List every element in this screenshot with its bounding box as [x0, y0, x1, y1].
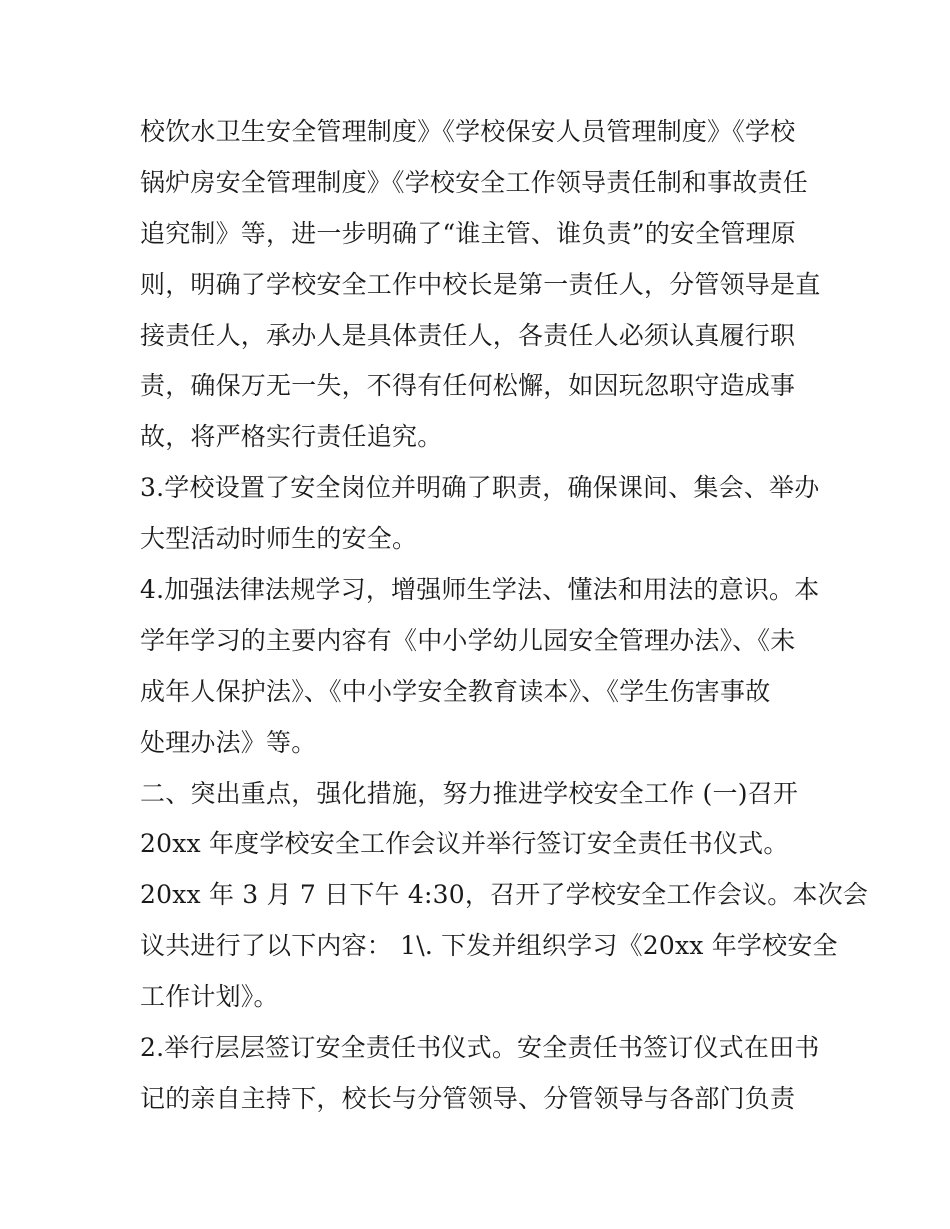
text-line: 则，明确了学校安全工作中校长是第一责任人，分管领导是直 — [140, 269, 821, 299]
text-line: 成年人保护法》、《中小学安全教育读本》、《学生伤害事故 — [140, 676, 771, 706]
document-body — [140, 107, 869, 1125]
text-line: 议共进行了以下内容： 1\. 下发并组织学习《20xx 年学校安全 — [140, 931, 838, 961]
text-line: 2.举行层层签订安全责任书仪式。安全责任书签订仪式在田书 — [140, 1033, 820, 1063]
text-line: 锅炉房安全管理制度》《学校安全工作领导责任制和事故责任 — [140, 167, 808, 197]
text-line: 3.学校设置了安全岗位并明确了职责，确保课间、集会、举办 — [140, 473, 820, 503]
text-line: 4.加强法律法规学习，增强师生学法、懂法和用法的意识。本 — [140, 575, 820, 605]
text-line: 20xx 年度学校安全工作会议并举行签订安全责任书仪式。 — [140, 829, 789, 859]
text-line: 追究制》等，进一步明确了“谁主管、谁负责”的安全管理原 — [140, 218, 796, 248]
text-line: 记的亲自主持下，校长与分管领导、分管领导与各部门负责 — [140, 1083, 796, 1113]
text-line: 二、突出重点，强化措施，努力推进学校安全工作 (一)召开 — [140, 778, 799, 808]
text-line: 责，确保万无一失，不得有任何松懈，如因玩忽职守造成事 — [140, 371, 796, 401]
text-line: 大型活动时师生的安全。 — [140, 524, 418, 554]
text-line: 校饮水卫生安全管理制度》《学校保安人员管理制度》《学校 — [140, 117, 796, 146]
text-line: 处理办法》等。 — [140, 727, 317, 757]
text-line: 故，将严格实行责任追究。 — [140, 422, 443, 452]
text-line: 接责任人，承办人是具体责任人，各责任人必须认真履行职 — [140, 320, 796, 350]
text-line: 学年学习的主要内容有《中小学幼儿园安全管理办法》、《未 — [140, 625, 796, 655]
text-line: 20xx 年 3 月 7 日下午 4:30，召开了学校安全工作会议。本次会 — [140, 880, 869, 910]
text-line: 工作计划》。 — [140, 982, 279, 1012]
